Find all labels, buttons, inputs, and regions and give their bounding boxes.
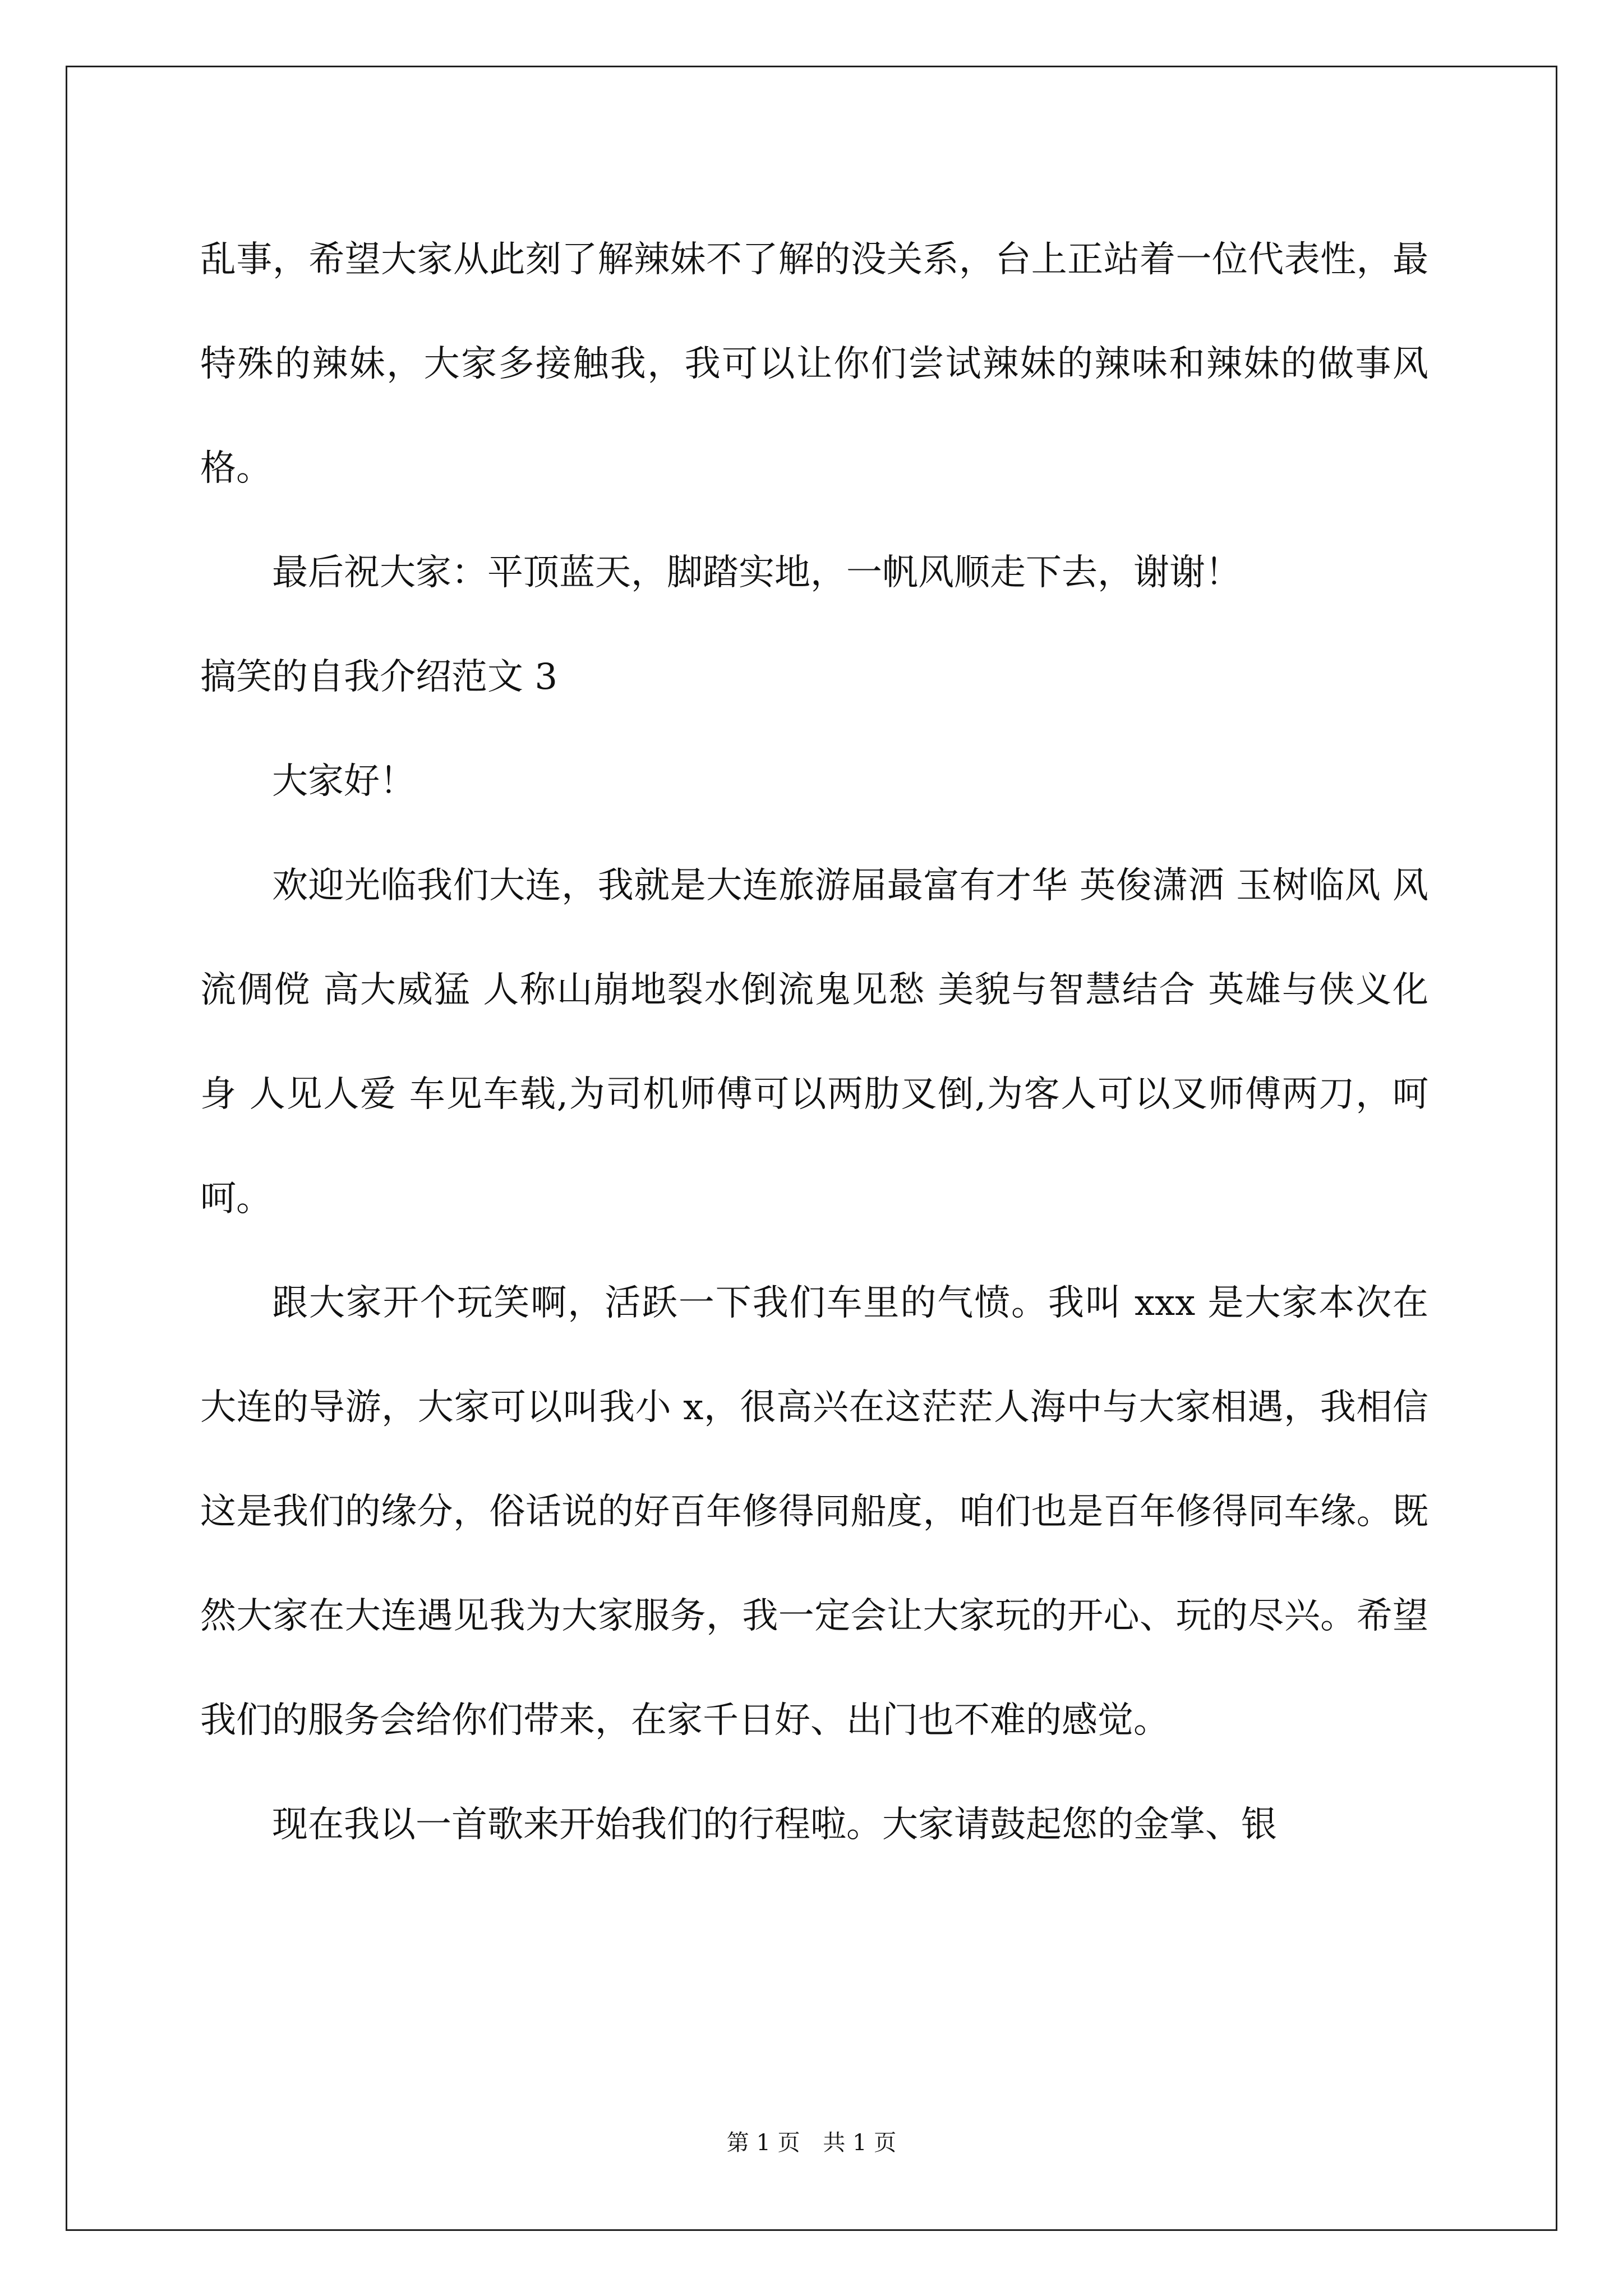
paragraph-closing-wish: 最后祝大家：平顶蓝天，脚踏实地，一帆风顺走下去，谢谢！ <box>272 552 1241 593</box>
paragraph-song: 现在我以一首歌来开始我们的行程啦。大家请鼓起您的金掌、银 <box>272 1804 1277 1846</box>
page-number-total: 共 1 页 <box>823 2130 897 2156</box>
document-body <box>200 208 1428 1877</box>
page-number-current: 第 1 页 <box>726 2130 800 2156</box>
paragraph-introduction: 跟大家开个玩笑啊，活跃一下我们车里的气愤。我叫 xxx 是大家本次在大连的导游，大家可以叫我小 x，很高兴在这茫茫人海中与大家相遇，我相信这是我们的缘分，俗话说的好百年修得同船度，咱们也是百年修得同车缘。既然大家在大连遇见我为大家服务，我一定会让大家玩的开心、玩的尽兴。希望我们的服务会给你们带来，在家千日好、出门也不难的感觉。 <box>200 1282 1428 1741</box>
section-heading: 搞笑的自我介绍范文 3 <box>200 656 558 698</box>
paragraph-greeting: 大家好！ <box>272 761 416 802</box>
paragraph-welcome: 欢迎光临我们大连，我就是大连旅游届最富有才华 英俊潇洒 玉树临风 风流倜傥 高大威猛 人称山崩地裂水倒流鬼见愁 美貌与智慧结合 英雄与侠义化身 人见人爱 车见车载,为司机师傅可以两肋叉倒,为客人可以叉师傅两刀，呵呵。 <box>200 865 1428 1220</box>
page-footer <box>0 2126 1623 2160</box>
paragraph-continuation: 乱事，希望大家从此刻了解辣妹不了解的没关系，台上正站着一位代表性，最特殊的辣妹，大家多接触我，我可以让你们尝试辣妹的辣味和辣妹的做事风格。 <box>200 239 1428 489</box>
